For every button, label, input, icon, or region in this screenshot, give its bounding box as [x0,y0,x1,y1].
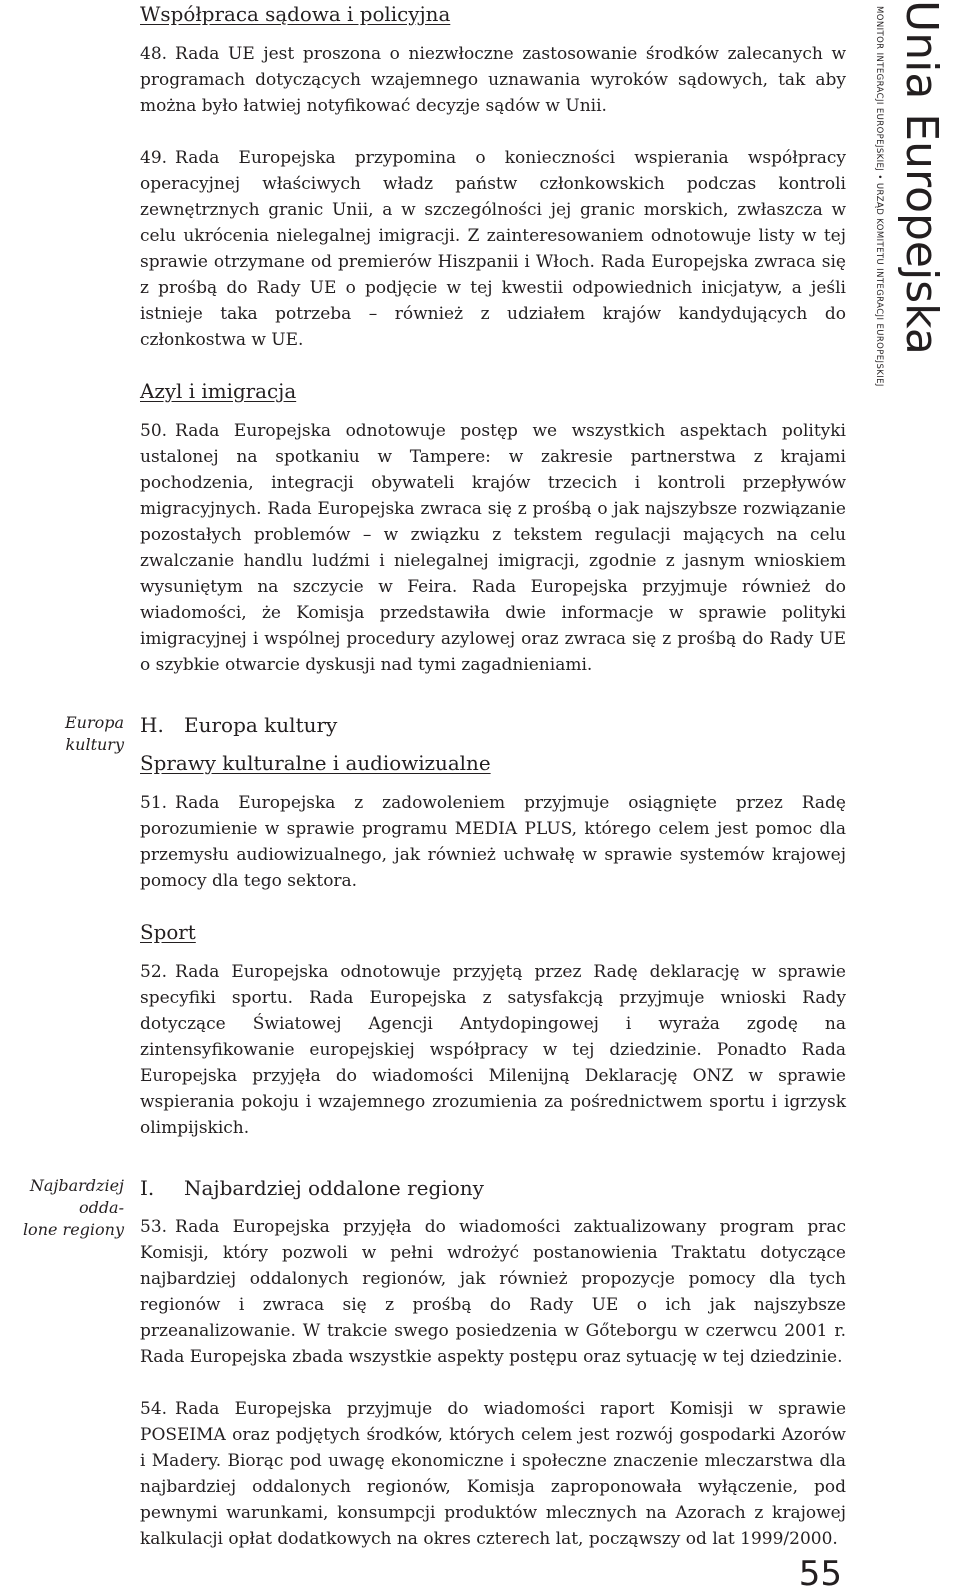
paragraph-number: 51. [140,793,168,813]
paragraph-text: Rada Europejska odnotowuje postęp we wszystkich aspektach polityki ustalonej na spotkaniu w Tampere: w zakresie partnerstwa z krajami pochodzenia, integracji obywateli krajów trzecich i kontroli przepływów migracyjnych. Rada Europejska zwraca się z prośbą o jak najszybsze rozwiązanie pozostałych problemów – w związku z tekstem regulacji mających na celu zwalczanie handlu ludźmi i nielegalnej imigracji, zgodnie z jasnym wnioskiem wysuniętym na szczycie w Feira. Rada Europejska przyjmuje również do wiadomości, że Komisja przedstawiła dwie informacje w sprawie polityki imigracyjnej i wspólnej procedury azylowej oraz zwraca się z prośbą do Rady UE o szybkie otwarcie dyskusji nad tymi zagadnieniami. [140,421,846,675]
paragraph-text: Rada Europejska przypomina o konieczności wspierania współpracy operacyjnej właściwych władz państw członkowskich podczas kontroli zewnętrznych granic Unii, a w szczególności jej granic morskich, zwłaszcza w celu ukrócenia nielegalnej imigracji. Z zainteresowaniem odnotowuje listy w tej sprawie otrzymane od premierów Hiszpanii i Włoch. Rada Europejska zwraca się z prośbą do Rady UE o podjęcie w tej kwestii odpowiednich inicjatyw, a jeśli istnieje taka potrzeba – również z udziałem krajów kandydujących do członkostwa w UE. [140,148,846,350]
subheading-azyl: Azyl i imigracja [140,380,297,403]
margin-note-line: Europa [64,713,124,732]
paragraph-text: Rada Europejska przyjęła do wiadomości zaktualizowany program prac Komisji, który pozwoli w pełni wdrożyć postanowienia Traktatu dotyczące najbardziej oddalonych regionów, jak również propozycje pomocy dla tych regionów i zwraca się z prośbą do Rady UE o ich jak najszybsze przeanalizowanie. W trakcie swego posiedzenia w Gőteborgu w czerwcu 2001 r. Rada Europejska zbada wszystkie aspekty postępu oraz sytuację w tej dziedzinie. [140,1217,846,1367]
section-heading-i [140,1175,846,1201]
paragraph-number: 54. [140,1399,168,1419]
paragraph-number: 52. [140,962,168,982]
section-title: Europa kultury [184,713,338,737]
margin-note-line: kultury [65,735,124,754]
paragraph-48 [140,41,846,119]
side-title: Unia Europejska [896,0,947,355]
paragraph-text: Rada Europejska z zadowoleniem przyjmuje osiągnięte przez Radę porozumienie w sprawie programu MEDIA PLUS, którego celem jest pomoc dla przemysłu audiowizualnego, jak również uchwałę w sprawie systemów krajowej pomocy dla tego sektora. [140,793,846,891]
paragraph-number: 48. [140,44,168,64]
section-letter: I. [140,1176,155,1200]
paragraph-50 [140,418,846,678]
paragraph-49 [140,145,846,353]
margin-note-regiony [0,1175,124,1241]
page-number: 55 [798,1554,842,1594]
section-title: Najbardziej oddalone regiony [184,1176,484,1200]
paragraph-54 [140,1396,846,1552]
section-heading-h [140,712,846,738]
subheading-sport: Sport [140,921,196,944]
margin-note-line: Najbardziej odda- [29,1176,124,1217]
paragraph-number: 50. [140,421,168,441]
paragraph-52 [140,959,846,1141]
subheading-wspolpraca: Współpraca sądowa i policyjna [140,3,451,26]
paragraph-number: 53. [140,1217,168,1237]
paragraph-number: 49. [140,148,168,168]
subheading-kultura: Sprawy kulturalne i audiowizualne [140,752,491,775]
paragraph-51 [140,790,846,894]
paragraph-text: Rada UE jest proszona o niezwłoczne zastosowanie środków zalecanych w programach dotyczących wzajemnego uznawania wyroków sądowych, tak aby można było łatwiej notyfikować decyzje sądów w Unii. [140,44,846,116]
main-column [140,0,846,1578]
paragraph-text: Rada Europejska odnotowuje przyjętą przez Radę deklarację w sprawie specyfiki sportu. Rada Europejska z satysfakcją przyjmuje wnioski Rady dotyczące Światowej Agencji Antydopingowej i wyraża zgodę na zintensyfikowanie europejskiej współpracy w tej dziedzinie. Ponadto Rada Europejska przyjęła do wiadomości Milenijną Deklarację ONZ w sprawie wspierania pokoju i wzajemnego zrozumienia za pośrednictwem sportu i igrzysk olimpijskich. [140,962,846,1138]
margin-note-europa-kultury [65,712,124,756]
section-letter: H. [140,713,164,737]
paragraph-53 [140,1214,846,1370]
side-subtitle: MONITOR INTEGRACJI EUROPEJSKIEJ • URZĄD KOMITETU INTEGRACJI EUROPEJSKIEJ [874,6,884,387]
margin-note-line: lone regiony [22,1220,124,1239]
paragraph-text: Rada Europejska przyjmuje do wiadomości raport Komisji w sprawie POSEIMA oraz podjętych środków, których celem jest rozwój gospodarki Azorów i Madery. Biorąc pod uwagę ekonomiczne i społeczne znaczenie mleczarstwa dla najbardziej oddalonych regionów, Komisja zaproponowała wyłączenie, pod pewnymi warunkami, konsumpcji produktów mlecznych na Azorach z krajowej kalkulacji opłat dodatkowych na okres czterech lat, począwszy od lat 1999/2000. [140,1399,846,1549]
